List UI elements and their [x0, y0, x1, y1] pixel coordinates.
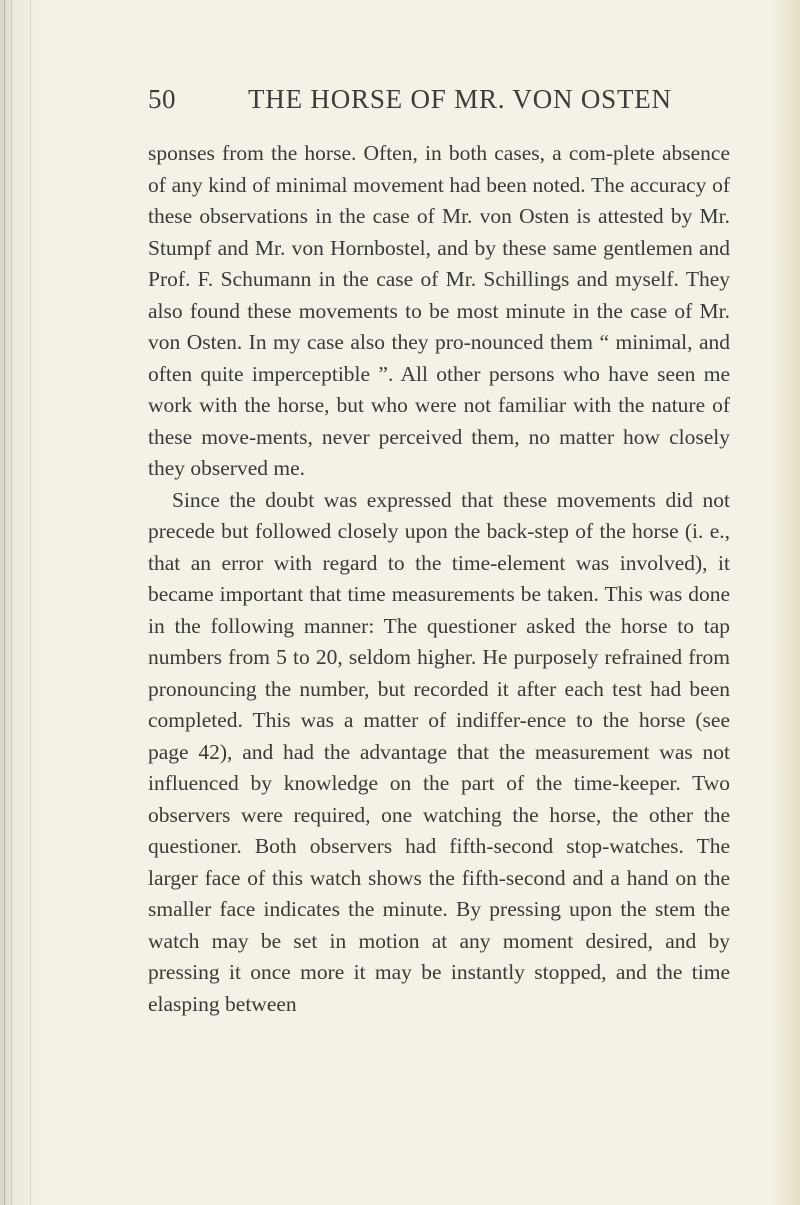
- binding-line: [11, 0, 12, 1205]
- page-gutter-shadow: [0, 0, 46, 1205]
- page-number: 50: [148, 84, 176, 114]
- body-text: [148, 138, 730, 1020]
- binding-line: [4, 0, 5, 1205]
- paragraph: sponses from the horse. Often, in both cases, a com-plete absence of any kind of minimal movement had been noted. The accuracy of these observations in the case of Mr. von Osten is attested by Mr. Stumpf and Mr. von Hornbostel, and by these same gentlemen and Prof. F. Schumann in the case of Mr. Schillings and myself. They also found these movements to be most minute in the case of Mr. von Osten. In my case also they pro-nounced them “ minimal, and often quite imperceptible ”. All other persons who have seen me work with the horse, but who were not familiar with the nature of these move-ments, never perceived them, no matter how closely they observed me.: [148, 141, 730, 480]
- book-page: [148, 84, 730, 1020]
- paragraph: Since the doubt was expressed that these movements did not precede but followed closely upon the back-step of the horse (i. e., that an error with regard to the time-element was involved), it became important that time measurements be taken. This was done in the following manner: The questioner asked the horse to tap numbers from 5 to 20, seldom higher. He purposely refrained from pronouncing the number, but recorded it after each test had been completed. This was a matter of indiffer-ence to the horse (see page 42), and had the advantage that the measurement was not influenced by knowledge on the part of the time-keeper. Two observers were required, one watching the horse, the other the questioner. Both observers had fifth-second stop-watches. The larger face of this watch shows the fifth-second and a hand on the smaller face indicates the minute. By pressing upon the stem the watch may be set in motion at any moment desired, and by pressing it once more it may be instantly stopped, and the time elasping between: [148, 487, 730, 1016]
- binding-line: [30, 0, 31, 1205]
- running-head: [148, 84, 730, 124]
- running-title: THE HORSE OF MR. VON OSTEN: [248, 84, 672, 114]
- page-edge-shadow: [770, 0, 800, 1205]
